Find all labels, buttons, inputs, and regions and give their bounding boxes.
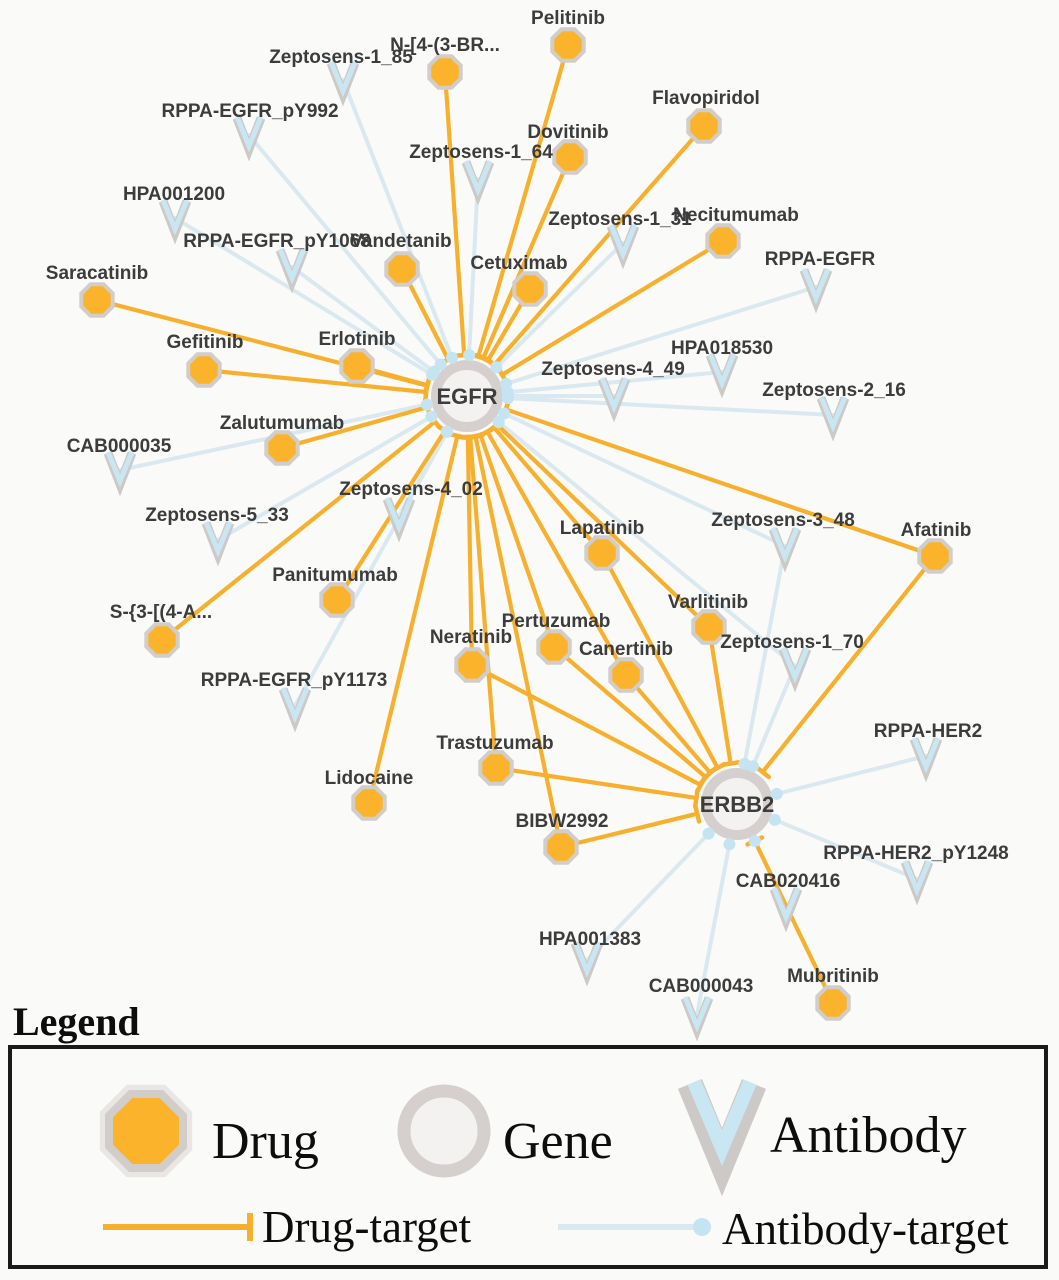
antibody-edge-dot: [502, 392, 514, 404]
antibody-node-rppa-egfr: [804, 269, 828, 301]
network-graph: [46, 8, 1009, 1029]
antibody-label-zeptosens-3-48: Zeptosens-3_48: [711, 510, 855, 531]
drug-node-lapatinib: [586, 537, 617, 568]
drug-label-erlotinib: Erlotinib: [318, 329, 396, 350]
antibody-label-rppa-her2: RPPA-HER2: [873, 721, 983, 742]
legend: [10, 999, 1046, 1267]
legend-drug-label: Drug: [212, 1113, 319, 1170]
drug-label-varlitinib: Varlitinib: [667, 592, 749, 613]
drug-label-n-4-3-br: N-[4-(3-BR...: [390, 35, 500, 56]
drug-node-canertinib: [610, 659, 641, 690]
drug-node-lidocaine: [353, 787, 384, 818]
drug-label-lidocaine: Lidocaine: [324, 768, 414, 789]
drug-label-zalutumumab: Zalutumumab: [219, 413, 345, 434]
antibody-chevron-icon: [905, 861, 929, 890]
edge-drug-target-gefitinib: [204, 370, 426, 392]
antibody-label-rppa-her2-py1248: RPPA-HER2_pY1248: [823, 843, 1009, 864]
antibody-chevron-icon: [466, 161, 490, 190]
legend-gene-label: Gene: [503, 1113, 613, 1170]
drug-node-necitumumab: [707, 225, 738, 256]
antibody-edge-dot: [446, 352, 458, 364]
antibody-label-zeptosens-1-31: Zeptosens-1_31: [548, 209, 692, 230]
drug-label-dovitinib: Dovitinib: [527, 122, 609, 143]
drug-node-n-4-3-br: [429, 56, 460, 87]
drug-label-mubritinib: Mubritinib: [787, 966, 879, 987]
drug-node-pertuzumab: [538, 631, 569, 662]
antibody-label-zeptosens-5-33: Zeptosens-5_33: [145, 505, 289, 526]
edge-drug-target-trastuzumab: [496, 768, 696, 798]
antibody-label-hpa018530: HPA018530: [670, 338, 774, 359]
antibody-edge-dot: [428, 366, 440, 378]
drug-label-vandetanib: Vandetanib: [350, 231, 452, 252]
drug-node-flavopiridol: [688, 110, 719, 141]
drug-node-panitumumab: [321, 584, 352, 615]
drug-label-pelitinib: Pelitinib: [531, 8, 605, 29]
drug-label-lapatinib: Lapatinib: [559, 518, 645, 539]
antibody-label-zeptosens-2-16: Zeptosens-2_16: [762, 380, 906, 401]
drug-label-pertuzumab: Pertuzumab: [501, 611, 611, 632]
gene-circle-icon: [404, 1091, 484, 1171]
antibody-edge-dot: [749, 835, 761, 847]
antibody-edge-dot: [426, 411, 438, 423]
antibody-edge-dot: [703, 828, 715, 840]
antibody-label-zeptosens-1-85: Zeptosens-1_85: [269, 47, 413, 68]
drug-node-zalutumumab: [266, 432, 297, 463]
antibody-chevron-icon: [914, 738, 938, 767]
gene-label-erbb2: ERBB2: [699, 792, 775, 817]
drug-edge-tee: [695, 806, 699, 822]
drug-node-gefitinib: [188, 354, 219, 385]
legend-antibody-label: Antibody: [770, 1107, 967, 1164]
drug-node-mubritinib: [817, 987, 848, 1018]
drug-label-neratinib: Neratinib: [429, 627, 513, 648]
drug-label-s-3-4-a: S-{3-[(4-A...: [109, 602, 213, 623]
antibody-label-zeptosens-4-02: Zeptosens-4_02: [339, 479, 483, 500]
gene-label-egfr: EGFR: [436, 384, 498, 409]
drug-node-pelitinib: [552, 29, 583, 60]
antibody-chevron-icon: [821, 397, 845, 426]
antibody-label-cab000035: CAB000035: [66, 436, 172, 457]
antibody-label-zeptosens-1-64: Zeptosens-1_64: [409, 142, 553, 163]
legend-drug-target-label: Drug-target: [262, 1202, 472, 1252]
drug-label-bibw2992: BIBW2992: [515, 811, 609, 832]
drug-node-neratinib: [456, 649, 487, 680]
antibody-edge-dot: [421, 399, 433, 411]
antibody-label-cab020416: CAB020416: [735, 871, 841, 892]
antibody-chevron-icon: [206, 522, 230, 551]
drug-node-erlotinib: [341, 350, 372, 381]
antibody-edge-dot: [723, 838, 735, 850]
drug-octagon-icon: [109, 1094, 183, 1168]
drug-label-afatinib: Afatinib: [900, 520, 972, 541]
drug-node-dovitinib: [554, 141, 585, 172]
drug-label-flavopiridol: Flavopiridol: [652, 88, 760, 109]
antibody-label-hpa001383: HPA001383: [538, 929, 642, 950]
drug-label-necitumumab: Necitumumab: [673, 205, 799, 226]
drug-label-cetuximab: Cetuximab: [470, 253, 568, 274]
drug-node-saracatinib: [81, 284, 112, 315]
drug-node-vandetanib: [386, 253, 417, 284]
antibody-label-rppa-egfr: RPPA-EGFR: [764, 249, 876, 270]
antibody-edge-dot: [441, 426, 453, 438]
drug-label-trastuzumab: Trastuzumab: [436, 733, 554, 754]
antibody-label-hpa001200: HPA001200: [122, 184, 226, 205]
antibody-label-zeptosens-4-49: Zeptosens-4_49: [541, 359, 685, 380]
drug-label-panitumumab: Panitumumab: [272, 565, 398, 586]
drug-label-gefitinib: Gefitinib: [166, 332, 244, 353]
drug-node-s-3-4-a: [146, 624, 177, 655]
antibody-target-dot-icon: [693, 1218, 711, 1236]
drug-edge-tee: [695, 790, 697, 806]
drug-label-canertinib: Canertinib: [579, 639, 673, 660]
drug-node-trastuzumab: [480, 752, 511, 783]
antibody-label-rppa-egfr-py1068: RPPA-EGFR_pY1068: [183, 231, 371, 252]
drug-label-saracatinib: Saracatinib: [45, 263, 149, 284]
legend-antibody-target-label: Antibody-target: [722, 1204, 1009, 1254]
antibody-label-zeptosens-1-70: Zeptosens-1_70: [720, 632, 864, 653]
drug-edge-tee: [723, 762, 739, 765]
antibody-label-cab000043: CAB000043: [648, 976, 754, 997]
antibody-label-rppa-egfr-py1173: RPPA-EGFR_pY1173: [200, 670, 388, 691]
antibody-edge-dot: [493, 416, 505, 428]
edge-drug-target-n-4-3-br: [445, 72, 464, 355]
edge-antibody-target-rppa-her2: [777, 756, 926, 794]
legend-title: Legend: [13, 999, 140, 1044]
antibody-edge-dot: [490, 361, 502, 373]
antibody-chevron-icon: [804, 269, 828, 298]
drug-node-cetuximab: [514, 273, 545, 304]
antibody-chevron-icon: [773, 528, 797, 557]
drug-node-bibw2992: [545, 831, 576, 862]
antibody-label-rppa-egfr-py992: RPPA-EGFR_pY992: [161, 101, 339, 122]
antibody-edge-dot: [747, 760, 759, 772]
antibody-edge-dot: [463, 349, 475, 361]
drug-node-afatinib: [919, 540, 950, 571]
edge-drug-target-canertinib: [626, 675, 710, 773]
